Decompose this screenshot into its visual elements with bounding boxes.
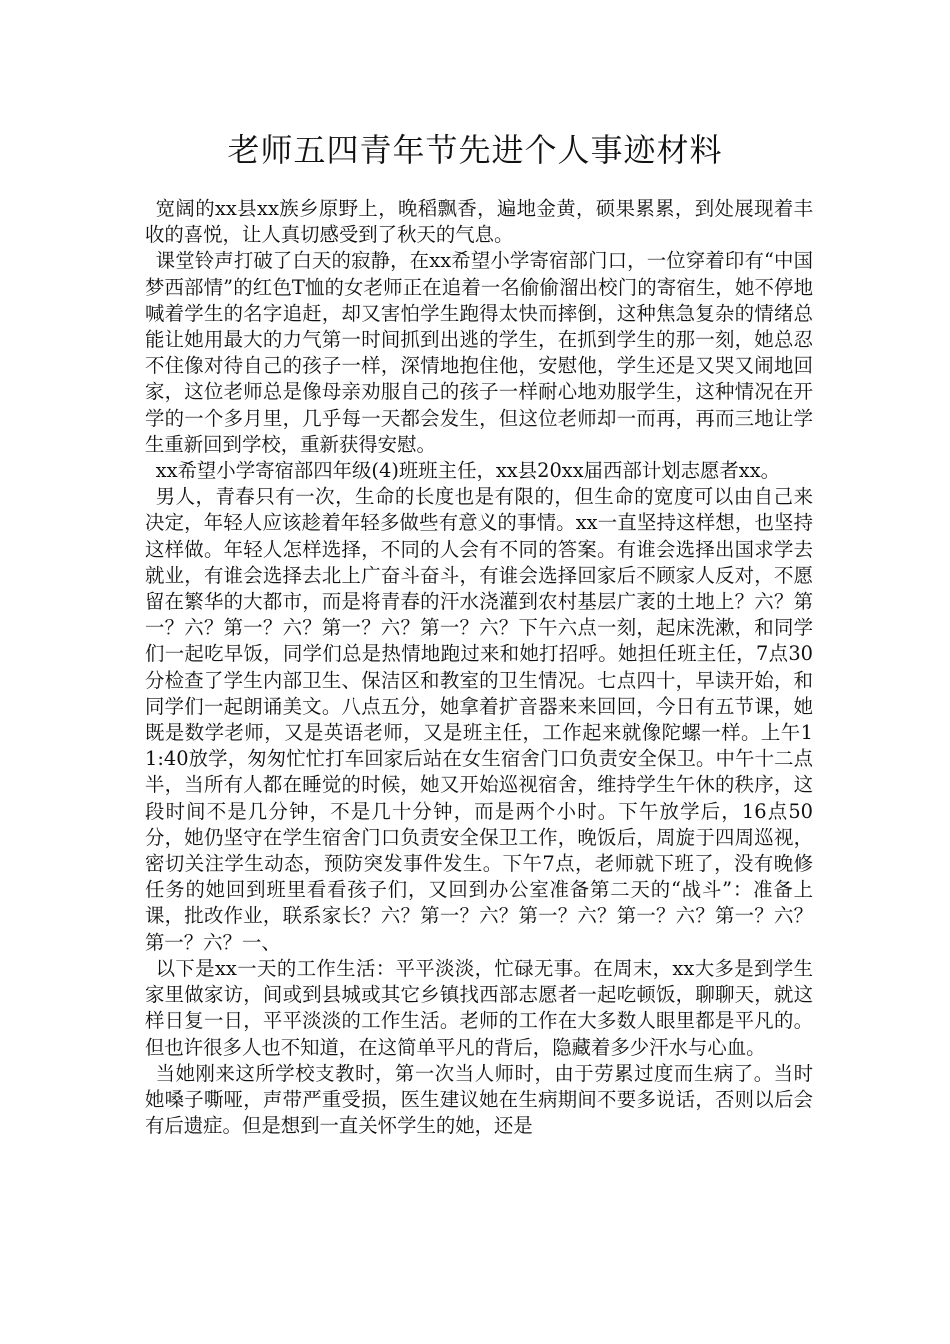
paragraph-daily-routine: 男人，青春只有一次，生命的长度也是有限的，但生命的宽度可以由自己来决定，年轻人应该趁着年轻多做些有意义的事情。xx一直坚持这样想，也坚持这样做。年轻人怎样选择，不同的人会有不同的答案。有谁会选择出国求学去就业，有谁会选择去北上广奋斗奋斗，有谁会选择回家后不顾家人反对，不愿留在繁华的大都市，而是将青春的汗水浇灌到农村基层广袤的土地上？六？第一？六？第一？六？第一？六？第一？六？下午六点一刻，起床洗漱，和同学们一起吃早饭，同学们总是热情地跑过来和她打招呼。她担任班主任，7点30分检查了学生内部卫生、保洁区和教室的卫生情况。七点四十，早读开始，和同学们一起朗诵美文。八点五分，她拿着扩音器来来回回，今日有五节课，她既是数学老师，又是英语老师，又是班主任，工作起来就像陀螺一样。上午11:40放学，匆匆忙忙打车回家后站在女生宿舍门口负责安全保卫。中午十二点半，当所有人都在睡觉的时候，她又开始巡视宿舍，维持学生午休的秩序，这段时间不是几分钟，不是几十分钟，而是两个小时。下午放学后，16点50分，她仍坚守在学生宿舍门口负责安全保卫工作，晚饭后，周旋于四周巡视，密切关注学生动态，预防突发事件发生。下午7点，老师就下班了，没有晚修任务的她回到班里看看孩子们，又回到办公室准备第二天的“战斗”：准备上课，批改作业，联系家长？六？第一？六？第一？六？第一？六？第一？六？第一？六？一、 bbox=[145, 485, 813, 954]
paragraph-chasing-student: 课堂铃声打破了白天的寂静，在xx希望小学寄宿部门口，一位穿着印有“中国梦西部情”的红色T恤的女老师正在追着一名偷偷溜出校门的寄宿生，她不停地喊着学生的名字追赶，却又害怕学生跑得太快而摔倒，这种焦急复杂的情绪总能让她用最大的力气第一时间抓到出逃的学生，在抓到学生的那一刻，她总忍不住像对待自己的孩子一样，深情地抱住他，安慰他，学生还是又哭又闹地回家，这位老师总是像母亲劝服自己的孩子一样耐心地劝服学生，这种情况在开学的一个多月里，几乎每一天都会发生，但这位老师却一而再，再而三地让学生重新回到学校，重新获得安慰。 bbox=[145, 249, 813, 456]
paragraph-illness: 当她刚来这所学校支教时，第一次当人师时，由于劳累过度而生病了。当时她嗓子嘶哑，声带严重受损，医生建议她在生病期间不要多说话，否则以后会有后遗症。但是想到一直关怀学生的她，还是 bbox=[145, 1061, 813, 1138]
paragraph-teacher-identity: xx希望小学寄宿部四年级(4)班班主任，xx县20xx届西部计划志愿者xx。 bbox=[155, 459, 781, 483]
document-body bbox=[145, 196, 813, 1139]
paragraph-autumn-scene: 宽阔的xx县xx族乡原野上，晚稻飘香，遍地金黄，硕果累累，到处展现着丰收的喜悦，让人真切感受到了秋天的气息。 bbox=[145, 197, 813, 247]
paragraph-weekend-life: 以下是xx一天的工作生活：平平淡淡，忙碌无事。在周末，xx大多是到学生家里做家访，间或到县城或其它乡镇找西部志愿者一起吃顿饭，聊聊天，就这样日复一日，平平淡淡的工作生活。老师的工作在大多数人眼里都是平凡的。但也许很多人也不知道，在这简单平凡的背后，隐藏着多少汗水与心血。 bbox=[145, 956, 813, 1059]
document-title: 老师五四青年节先进个人事迹材料 bbox=[227, 131, 723, 169]
